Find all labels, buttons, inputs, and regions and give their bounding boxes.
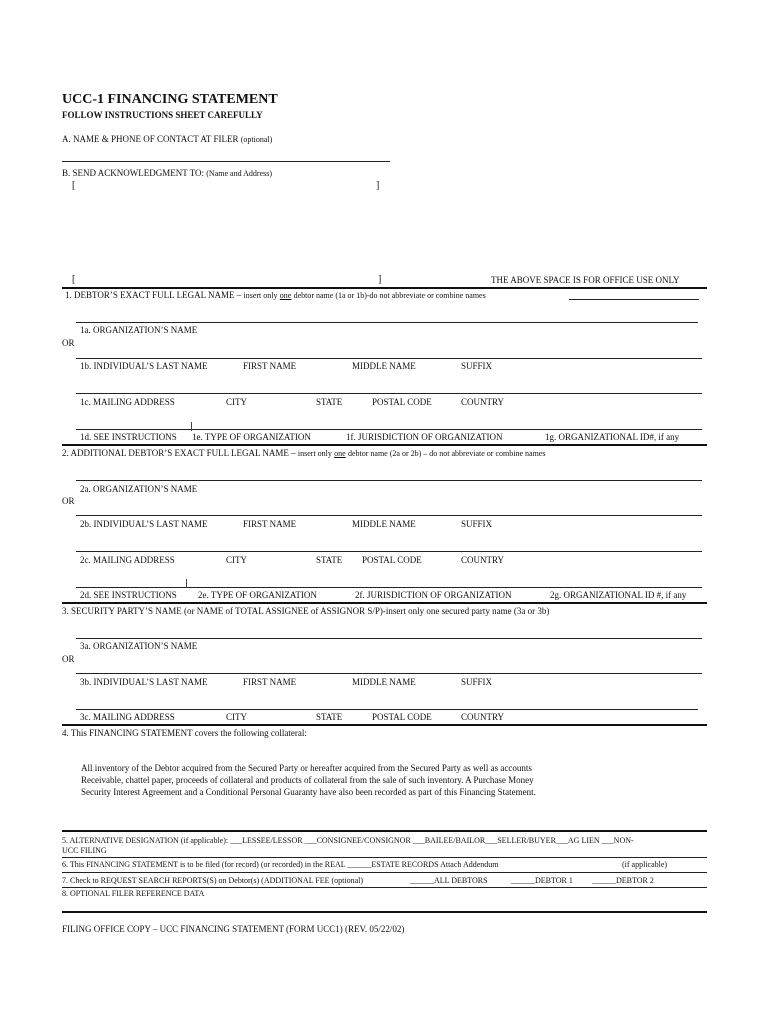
search-option-debtor-1[interactable]: ______DEBTOR 1 [511, 876, 573, 885]
collateral-heading: 4. This FINANCING STATEMENT covers the following collateral: [62, 728, 307, 738]
item-divider [62, 887, 707, 888]
item-divider [62, 872, 707, 873]
search-reports-text: 7. Check to REQUEST SEARCH REPORTS(S) on Debtor(s) (ADDITIONAL FEE (optional) [62, 876, 364, 885]
secured-city-label: CITY [226, 712, 247, 722]
office-use-note: THE ABOVE SPACE IS FOR OFFICE USE ONLY [491, 275, 680, 285]
debtor1-state-label: STATE [316, 397, 343, 407]
debtor1-see-instructions: 1d. SEE INSTRUCTIONS [80, 432, 177, 442]
collateral-text-line-1: All inventory of the Debtor acquired from the Secured Party or hereafter acquired from the Secured Party as well as accounts [81, 763, 532, 773]
debtor1-country-label: COUNTRY [461, 397, 505, 407]
search-option-debtor-2[interactable]: ______DEBTOR 2 [592, 876, 654, 885]
real-estate-records-note: (if applicable) [622, 860, 668, 869]
debtor1-first-name-label: FIRST NAME [243, 361, 297, 371]
footer-form-id: FILING OFFICE COPY – UCC FINANCING STATEMENT (FORM UCC1) (REV. 05/22/02) [62, 924, 405, 934]
contact-at-filer-field[interactable] [62, 161, 390, 162]
section-divider [62, 830, 707, 832]
filer-reference-field[interactable] [62, 898, 707, 910]
debtor2-suffix-label: SUFFIX [461, 519, 493, 529]
real-estate-records-text: 6. This FINANCING STATEMENT is to be filed (for record) (or recorded) in the REAL ______ESTATE RECORDS Attach Addendum [62, 860, 499, 869]
debtor2-individual-name-field[interactable] [76, 515, 702, 516]
debtor1-mailing-address-field[interactable] [76, 393, 702, 394]
secured-postal-label: POSTAL CODE [372, 712, 432, 722]
debtor1-postal-label: POSTAL CODE [372, 397, 432, 407]
secured-org-name-field[interactable] [76, 638, 702, 639]
debtor2-mailing-address-field[interactable] [76, 551, 702, 552]
secured-org-name-label: 3a. ORGANIZATION’S NAME [80, 641, 198, 651]
debtor1-org-name-field[interactable] [76, 322, 698, 323]
secured-first-name-label: FIRST NAME [243, 677, 297, 687]
debtor2-org-id-label: 2g. ORGANIZATIONAL ID #, if any [550, 590, 687, 600]
debtor2-org-name-label: 2a. ORGANIZATION’S NAME [80, 484, 198, 494]
debtor2-first-name-label: FIRST NAME [243, 519, 297, 529]
debtor1-city-label: CITY [226, 397, 247, 407]
collateral-text-line-3: Security Interest Agreement and a Conditional Personal Guaranty have also been recorded as part of this Financing Statement. [81, 787, 536, 797]
acknowledgment-address-area[interactable] [80, 192, 370, 272]
section-divider [62, 602, 707, 604]
secured-or: OR [62, 654, 75, 664]
debtor1-heading: 1. DEBTOR’S EXACT FULL LEGAL NAME – insert only one debtor name (1a or 1b)-do not abbreviate or combine names [65, 290, 486, 300]
debtor2-org-details-field[interactable] [76, 587, 702, 588]
debtor2-type-org-label: 2e. TYPE OF ORGANIZATION [198, 590, 317, 600]
debtor2-jurisdiction-label: 2f. JURISDICTION OF ORGANIZATION [355, 590, 512, 600]
debtor2-postal-label: POSTAL CODE [362, 555, 422, 565]
debtor2-last-name-label: 2b. INDIVIDUAL’S LAST NAME [80, 519, 208, 529]
debtor2-country-label: COUNTRY [461, 555, 505, 565]
contact-at-filer-label: A. NAME & PHONE OF CONTACT AT FILER (optional) [62, 134, 273, 144]
secured-mailing-label: 3c. MAILING ADDRESS [80, 712, 175, 722]
form-subtitle: FOLLOW INSTRUCTIONS SHEET CAREFULLY [62, 110, 263, 120]
debtor1-or: OR [62, 338, 75, 348]
secured-country-label: COUNTRY [461, 712, 505, 722]
secured-state-label: STATE [316, 712, 343, 722]
ack-bracket-open-top: [ [72, 180, 76, 191]
debtor2-state-label: STATE [316, 555, 343, 565]
ack-bracket-close-bottom: ] [378, 274, 382, 285]
section-divider [62, 724, 707, 726]
secured-middle-name-label: MIDDLE NAME [352, 677, 416, 687]
send-acknowledgment-label: B. SEND ACKNOWLEDGMENT TO: (Name and Address) [62, 168, 273, 178]
alternative-designation-line-1: 5. ALTERNATIVE DESIGNATION (if applicable): ___LESSEE/LESSOR ___CONSIGNEE/CONSIGNOR ___BAILEE/BAILOR___SELLER/BUYER___AG LIEN ___NON- [62, 836, 634, 845]
secured-last-name-label: 3b. INDIVIDUAL’S LAST NAME [80, 677, 208, 687]
debtor2-middle-name-label: MIDDLE NAME [352, 519, 416, 529]
debtor1-individual-name-field[interactable] [76, 358, 702, 359]
debtor1-org-id-label: 1g. ORGANIZATIONAL ID#, if any [545, 432, 680, 442]
collateral-text-line-2: Receivable, chattel paper, proceeds of collateral and products of collateral from the sale of such inventory. A Purchase Money [81, 775, 534, 785]
ack-bracket-open-bottom: [ [72, 274, 76, 285]
debtor2-tick [186, 579, 187, 588]
debtor1-jurisdiction-label: 1f. JURISDICTION OF ORGANIZATION [346, 432, 503, 442]
section-divider [62, 911, 707, 913]
secured-party-heading: 3. SECURITY PARTY’S NAME (or NAME of TOTAL ASSIGNEE of ASSIGNOR S/P)-insert only one secured party name (3a or 3b) [62, 606, 550, 616]
search-option-all-debtors[interactable]: ______ALL DEBTORS [410, 876, 488, 885]
debtor2-see-instructions: 2d. SEE INSTRUCTIONS [80, 590, 177, 600]
debtor1-suffix-label: SUFFIX [461, 361, 493, 371]
ack-bracket-close-top: ] [376, 180, 380, 191]
secured-mailing-address-field[interactable] [76, 709, 698, 710]
debtor1-heading-line [569, 299, 699, 300]
debtor2-city-label: CITY [226, 555, 247, 565]
debtor1-mailing-label: 1c. MAILING ADDRESS [80, 397, 175, 407]
alternative-designation-line-2: UCC FILING [62, 846, 107, 855]
section-divider [62, 444, 707, 446]
item-divider [62, 857, 707, 858]
debtor1-org-details-field[interactable] [76, 429, 702, 430]
debtor1-type-org-label: 1e. TYPE OF ORGANIZATION [192, 432, 311, 442]
debtor2-mailing-label: 2c. MAILING ADDRESS [80, 555, 175, 565]
debtor1-last-name-label: 1b. INDIVIDUAL’S LAST NAME [80, 361, 208, 371]
form-title: UCC-1 FINANCING STATEMENT [62, 92, 278, 107]
debtor1-org-name-label: 1a. ORGANIZATION’S NAME [80, 325, 198, 335]
debtor2-or: OR [62, 496, 75, 506]
secured-suffix-label: SUFFIX [461, 677, 493, 687]
debtor2-heading: 2. ADDITIONAL DEBTOR’S EXACT FULL LEGAL NAME – insert only one debtor name (2a or 2b) – do not abbreviate or combine names [62, 448, 546, 458]
debtor1-middle-name-label: MIDDLE NAME [352, 361, 416, 371]
debtor2-org-name-field[interactable] [76, 480, 702, 481]
debtor1-tick [191, 422, 192, 431]
secured-individual-name-field[interactable] [76, 673, 702, 674]
section-divider [62, 287, 707, 289]
filer-reference-label: 8. OPTIONAL FILER REFERENCE DATA [62, 889, 205, 898]
